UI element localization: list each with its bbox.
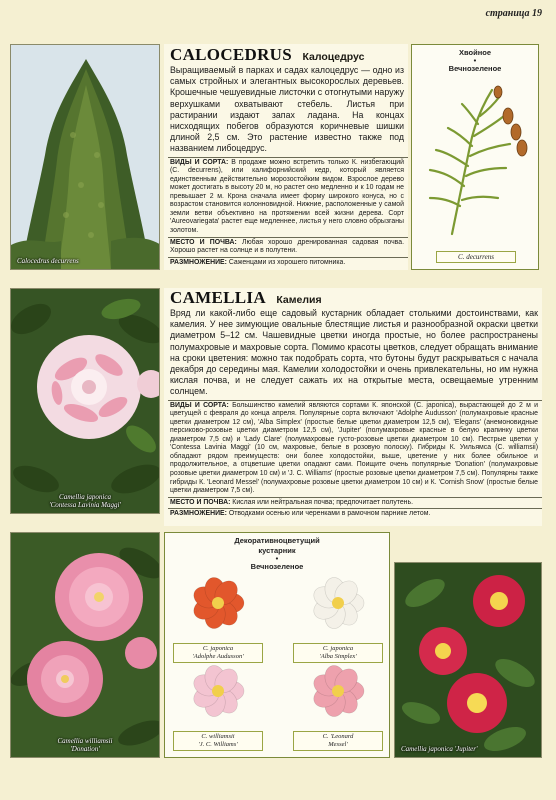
- section-heading: МЕСТО И ПОЧВА:: [170, 238, 237, 246]
- flower-center: [332, 597, 344, 609]
- camellia-title: CAMELLIA: [170, 288, 266, 307]
- divider: [168, 157, 408, 158]
- calocedrus-branch-illustration: [412, 76, 538, 236]
- divider: [168, 497, 542, 498]
- caption-line: 'J. C. Williams': [198, 741, 238, 748]
- calocedrus-species-section: [164, 159, 408, 236]
- camellia-title-rus: Камелия: [276, 294, 322, 306]
- camellia-text-panel: [164, 288, 542, 526]
- calocedrus-title-rus: Калоцедрус: [302, 51, 365, 63]
- bullet: •: [275, 554, 279, 563]
- camellia-top-photo: [10, 288, 160, 514]
- caption-line: 'Adolphe Audusson': [192, 653, 244, 660]
- camellia-site-section: [164, 499, 542, 508]
- section-text: Кислая или нейтральная почва; предпочитает полутень.: [230, 498, 413, 506]
- flower-center: [212, 685, 224, 697]
- flowering-shrub-label: Декоративноцветущий: [234, 536, 320, 545]
- camellia-bottom-right-caption: Camellia japonica 'Jupiter': [401, 744, 478, 753]
- flower-center: [212, 597, 224, 609]
- camellia-contessa-image: [11, 289, 160, 514]
- section-heading: РАЗМНОЖЕНИЕ:: [170, 258, 227, 266]
- calocedrus-photo: [10, 44, 160, 270]
- variety-caption: [293, 731, 383, 751]
- camellia-propagation-section: [164, 510, 542, 519]
- conifer-label: Хвойное: [459, 48, 491, 57]
- camellia-donation-image: [11, 533, 160, 758]
- calocedrus-tree-image: [11, 45, 160, 270]
- flower-center: [332, 685, 344, 697]
- bullet: •: [473, 56, 477, 65]
- divider: [168, 400, 542, 401]
- camellia-bottom-right-photo: [394, 562, 542, 758]
- camellia-heading: [164, 288, 542, 308]
- divider: [168, 237, 408, 238]
- calocedrus-title: CALOCEDRUS: [170, 45, 293, 64]
- caption-line: C. williamsii: [201, 733, 235, 740]
- variety-caption: [173, 643, 263, 663]
- calocedrus-propagation-section: [164, 259, 408, 268]
- section-text: Отводками осенью или черенками в рамочном парнике летом.: [226, 510, 431, 518]
- evergreen-label: Вечнозеленое: [448, 64, 502, 73]
- camellia-top-photo-caption: [11, 493, 159, 509]
- calocedrus-intro: Выращиваемый в парках и садах калоцедрус — одно из самых стройных и элегантных высокорослых деревьев. Крошечные чешуевидные листочки с отогнутыми наружу верхушками охватывают стебель. Листья при растирании издают запах ладана. На концах нисходящих побегов образуются коричневые шишки длиной 2,5 см. Это растение известно также под названием либоцедрус.: [170, 65, 404, 154]
- calocedrus-heading: [164, 44, 408, 65]
- camellia-bottom-left-caption: [11, 737, 159, 753]
- divider: [168, 508, 542, 509]
- calocedrus-site-section: [164, 239, 408, 256]
- calocedrus-photo-caption: Calocedrus decurrens: [17, 256, 79, 265]
- caption-line: Camellia williamsii: [57, 736, 113, 745]
- section-text: В продаже можно встретить только К. низбегающий (C. decurrens), или калифорнийский кедр, который является единственным действительно морозостойким видом. Взрослое дерево может достигать в высоту 20 м, но растет оно медленно и к 10 годам не превышает 2 м. Крона сначала имеет форму широкого конуса, но с возрастом становится колонновидной. Нижние, расположенные у самой земли ветви объективно на протяжении всей жизни дерева. Сорт 'Aureovariegata' растет еще медленнее, листья у него словно обрызганы золотом.: [170, 158, 404, 234]
- section-text: Саженцами из хорошего питомника.: [226, 258, 346, 266]
- section-text: Большинство камелий являются сортами К. японской (C. japonica), вырастающей до 2 м и цветущей с февраля до конца апреля. Популярные сорта включают 'Adolphe Audusson' (полумахровые красные цветки диаметром 12 см), 'Alba Simplex' (простые белые цветки диаметром 12,5 см), 'Elegans' (анемоновидные персиково-розовые цветки диаметром 12,5 см), 'Jupiter' (полумахровые красные в белую крапинку цветки диаметром 7,5 см) и 'Lady Clare' (полумахровые густо-розовые цветки диаметром 10 см). Пестрые цветки у 'Contessa Lavinia Maggi' (10 см, махровые, белые в розовую полоску). Гибриды К. Уильямса (C. williamsii) обладают рядом преимуществ: они более холодостойки, выше, цветение у них более обильное и продолжительное, а отцветшие цветки опадают сами. Поищите очень популярные 'Donation' (полумахровые розовые цветки диаметром 10 см) и 'J. C. Williams' (простые розовые цветки диаметром 7,5 см). Популярны также гибриды К. 'Leonard Messel' (полумахровые розовые цветки диаметром 10 см) и К. 'Cornish Snow' (простые белые цветки диаметром 7,5 см).: [170, 401, 538, 495]
- caption-line: 'Contessa Lavinia Maggi': [49, 500, 121, 509]
- shrub-label: кустарник: [258, 546, 296, 555]
- section-heading: ВИДЫ И СОРТА:: [170, 158, 229, 166]
- variety-flower-swatch: [310, 575, 364, 630]
- section-text: Любая хорошо дренированная садовая почва. Хорошо растет на солнце и в полутени.: [170, 238, 404, 255]
- caption-line: C. 'Leonard: [322, 733, 354, 740]
- caption-line: Messel': [328, 741, 348, 748]
- variety-flower-swatch: [310, 663, 364, 718]
- variety-flower-swatch: [190, 575, 244, 630]
- camellia-species-section: [164, 402, 542, 496]
- section-heading: МЕСТО И ПОЧВА:: [170, 498, 231, 506]
- camellia-varieties-box: [164, 532, 390, 758]
- variety-caption: [293, 643, 383, 663]
- variety-caption: [173, 731, 263, 751]
- divider: [168, 257, 408, 258]
- section-heading: ВИДЫ И СОРТА:: [170, 401, 229, 409]
- caption-line: 'Alba Simplex': [319, 653, 357, 660]
- caption-line: 'Donation': [70, 744, 100, 753]
- camellia-jupiter-image: [395, 563, 542, 758]
- section-heading: РАЗМНОЖЕНИЕ:: [170, 510, 227, 518]
- calocedrus-illustration-caption: C. decurrens: [436, 251, 516, 263]
- camellia-intro: Вряд ли какой-либо еще садовый кустарник обладает столькими достоинствами, как камелия. У нее зимующие овальные блестящие листья и разнообразной окраски цветки диаметром 5–12 см. Чашевидные цветки иногда простые, но более распространены полумахровые и махровые сорта. Помимо красоты цветков, следует обращать внимание на сроки цветения: можно так подобрать сорта, что бутоны будут раскрываться с начала декабря до середины мая. Камелии холодостойки и очень привлекательны, но им нужна кислая почва, и не следует сажать их на открытые места, освещаемые утренним солнцем.: [170, 308, 538, 397]
- variety-flower-swatch: [190, 663, 244, 718]
- caption-line: C. japonica: [322, 645, 354, 652]
- calocedrus-illustration-box: [411, 44, 539, 270]
- caption-line: C. japonica: [202, 645, 234, 652]
- page-number: страница 19: [485, 8, 542, 19]
- evergreen-label: Вечнозеленое: [250, 562, 304, 571]
- caption-line: Camellia japonica: [59, 492, 111, 501]
- calocedrus-text-panel: [164, 44, 408, 270]
- camellia-bottom-left-photo: [10, 532, 160, 758]
